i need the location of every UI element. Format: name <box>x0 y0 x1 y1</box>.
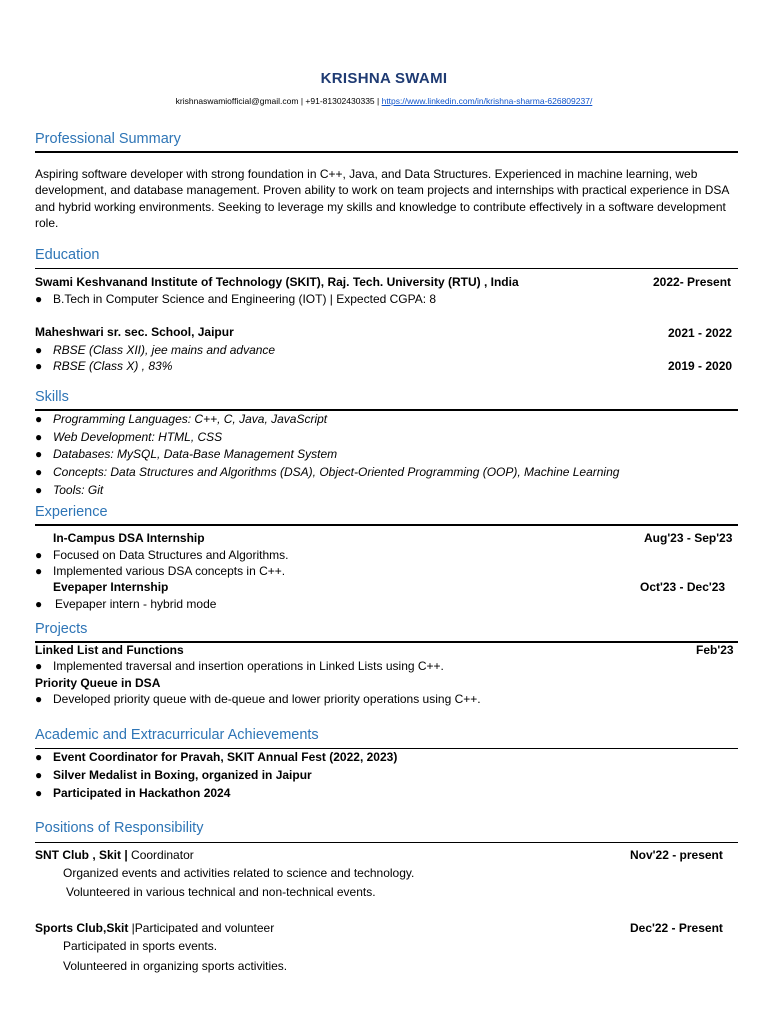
skill-item: ● Programming Languages: C++, C, Java, JavaScript <box>35 412 328 426</box>
position-line: Organized events and activities related to science and technology. <box>63 866 415 880</box>
experience-date: Aug'23 - Sep'23 <box>644 531 733 545</box>
project-date: Feb'23 <box>696 643 734 657</box>
position-line: Participated in sports events. <box>63 939 218 953</box>
list-item: ● RBSE (Class XII), jee mains and advance <box>35 343 276 357</box>
skill-item: ● Tools: Git <box>35 483 104 497</box>
contact-line <box>0 96 768 106</box>
position-org: Sports Club,Skit <box>35 921 129 935</box>
position-heading <box>35 921 274 935</box>
section-title-education: Education <box>35 247 100 263</box>
skill-item: ● Concepts: Data Structures and Algorithms (DSA), Object-Oriented Programming (OOP), Machine Learning <box>35 465 620 479</box>
list-item: ● B.Tech in Computer Science and Engineering (IOT) | Expected CGPA: 8 <box>35 292 437 306</box>
section-title-achievements: Academic and Extracurricular Achievements <box>35 727 319 743</box>
education-date: 2019 - 2020 <box>668 359 733 373</box>
skill-item: ● Web Development: HTML, CSS <box>35 430 223 444</box>
section-title-projects: Projects <box>35 621 88 637</box>
achievement-item: ● Participated in Hackathon 2024 <box>35 786 231 800</box>
phone: | +91-81302430335 | <box>298 96 382 106</box>
experience-role: Evepaper Internship <box>53 580 169 594</box>
divider <box>35 151 738 153</box>
experience-role: In-Campus DSA Internship <box>53 531 205 545</box>
linkedin-link[interactable]: https://www.linkedin.com/in/krishna-sharma-626809237/ <box>381 96 593 106</box>
section-title-skills: Skills <box>35 389 69 405</box>
position-date: Nov'22 - present <box>630 848 723 862</box>
divider <box>35 748 738 749</box>
project-name: Linked List and Functions <box>35 643 184 657</box>
education-date: 2021 - 2022 <box>668 326 733 340</box>
email: krishnaswamiofficial@gmail.com <box>175 96 299 106</box>
position-role: Coordinator <box>127 848 194 862</box>
divider <box>35 842 738 843</box>
achievement-item: ● Event Coordinator for Pravah, SKIT Annual Fest (2022, 2023) <box>35 750 398 764</box>
education-date: 2022- Present <box>653 275 732 289</box>
list-item: ● Implemented various DSA concepts in C++. <box>35 564 286 578</box>
section-title-positions: Positions of Responsibility <box>35 820 204 836</box>
position-date: Dec'22 - Present <box>630 921 723 935</box>
section-title-summary: Professional Summary <box>35 131 181 147</box>
school-name: Swami Keshvanand Institute of Technology (SKIT), Raj. Tech. University (RTU) , India <box>35 275 519 289</box>
project-name: Priority Queue in DSA <box>35 676 161 690</box>
candidate-name: KRISHNA SWAMI <box>320 70 448 87</box>
list-item: ● Implemented traversal and insertion operations in Linked Lists using C++. <box>35 659 444 673</box>
position-line: Volunteered in various technical and non-technical events. <box>66 885 376 899</box>
achievement-item: ● Silver Medalist in Boxing, organized in Jaipur <box>35 768 312 782</box>
summary-text: Aspiring software developer with strong foundation in C++, Java, and Data Structures. Experienced in machine learning, web development, and database management. Proven ability to work on team projects and internships with practical experience in DSA and hybrid working environments. Seeking to leverage my skills and knowledge to contribute effectively in a software development role. <box>35 167 729 230</box>
list-item: ● Evepaper intern - hybrid mode <box>35 597 217 611</box>
section-title-experience: Experience <box>35 504 108 520</box>
list-item: ● RBSE (Class X) , 83% <box>35 359 173 373</box>
position-heading <box>35 848 194 862</box>
position-role: |Participated and volunteer <box>128 921 275 935</box>
list-item: ● Developed priority queue with de-queue and lower priority operations using C++. <box>35 692 481 706</box>
divider <box>35 268 738 269</box>
school-name: Maheshwari sr. sec. School, Jaipur <box>35 325 234 339</box>
divider <box>35 409 738 411</box>
experience-date: Oct'23 - Dec'23 <box>640 580 726 594</box>
list-item: ● Focused on Data Structures and Algorithms. <box>35 548 289 562</box>
position-org: SNT Club , Skit | <box>35 848 128 862</box>
divider <box>35 524 738 526</box>
position-line: Volunteered in organizing sports activities. <box>63 959 288 973</box>
skill-item: ● Databases: MySQL, Data-Base Management System <box>35 447 338 461</box>
